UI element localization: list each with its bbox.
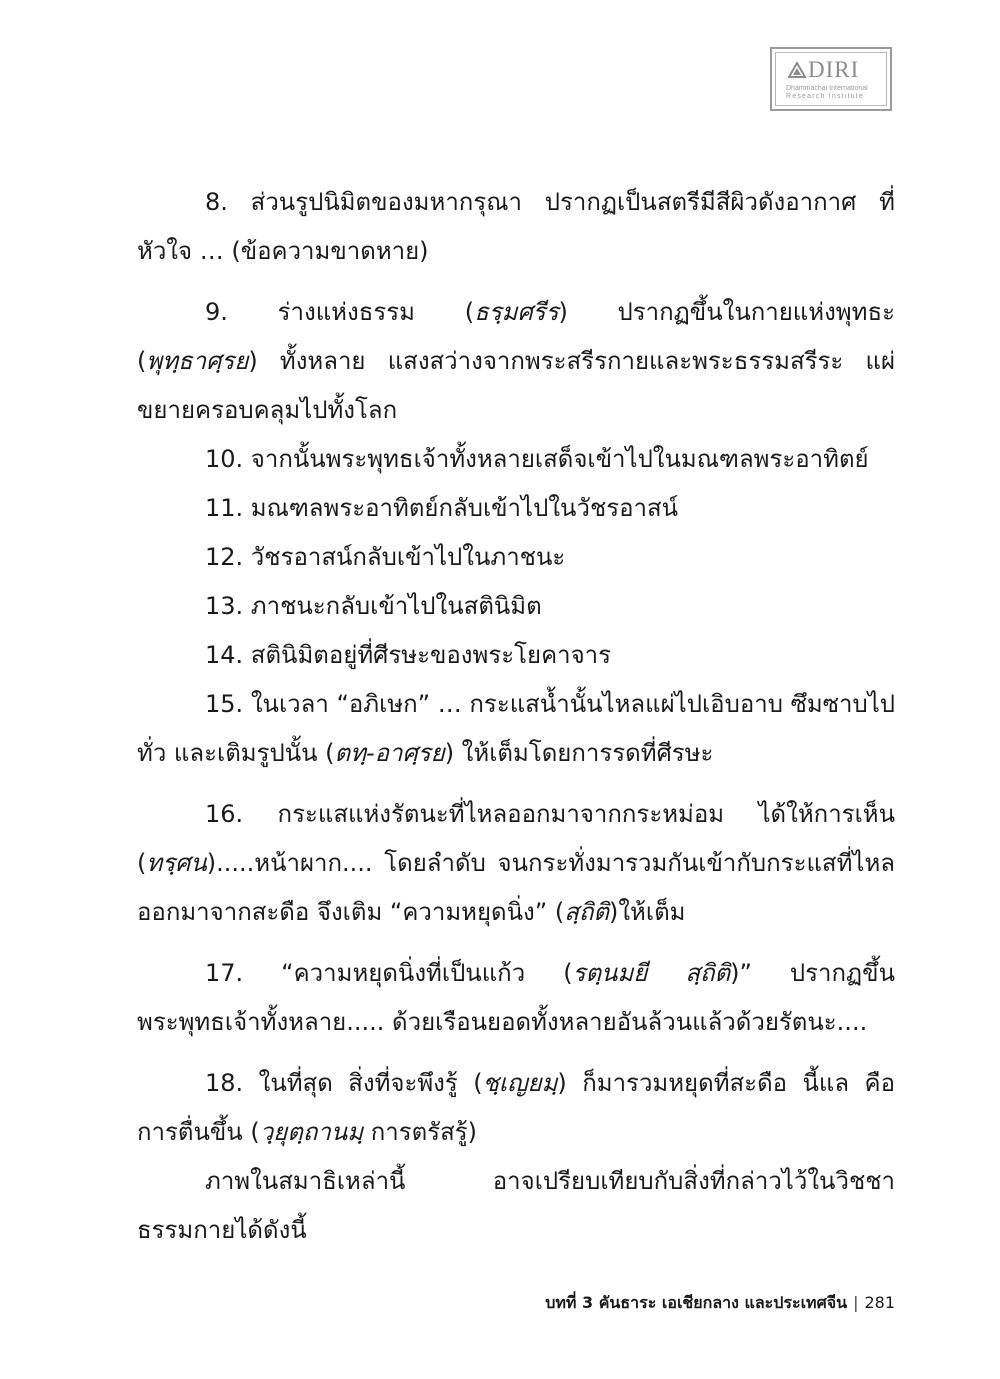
paragraph-17: 17. “ความหยุดนิ่งที่เป็นแก้ว (รตฺนมยี สฺถิติ)” ปรากฏขึ้น พระพุทธเจ้าทั้งหลาย..... ด้วยเรือนยอดทั้งหลายอันล้วนแล้วด้วยรัตนะ.... (137, 959, 895, 1036)
footer-separator: | (853, 1293, 859, 1312)
paragraph-8: 8. ส่วนรูปนิมิตของมหากรุณา ปรากฏเป็นสตรีมีสีผิวดังอากาศ ที่หัวใจ … (ข้อความขาดหาย) (137, 188, 895, 265)
page-body (137, 178, 895, 1255)
paragraph-10: 10. จากนั้นพระพุทธเจ้าทั้งหลายเสด็จเข้าไปในมณฑลพระอาทิตย์ (205, 445, 869, 473)
logo-subtitle-line1: Dhammachai International (786, 85, 868, 92)
pali-term: ตทฺ-อาศฺรย (334, 739, 445, 767)
paragraph-13: 13. ภาชนะกลับเข้าไปในสตินิมิต (205, 592, 542, 620)
pali-term: ทรฺศน (146, 849, 207, 877)
pali-term: ชฺเญยมฺ (482, 1069, 558, 1097)
paragraph-15: 15. ในเวลา “อภิเษก” … กระแสน้ำนั้นไหลแผ่ไปเอิบอาบ ซึมซาบไปทั่ว และเติมรูปนั้น (ตทฺ-อาศฺรย) ให้เต็มโดยการรดที่ศีรษะ (137, 690, 895, 767)
paragraph-11: 11. มณฑลพระอาทิตย์กลับเข้าไปในวัชรอาสน์ (205, 494, 679, 522)
paragraph-14: 14. สตินิมิตอยู่ที่ศีรษะของพระโยคาจาร (205, 641, 612, 669)
chapter-title: บทที่ 3 คันธาระ เอเชียกลาง และประเทศจีน (545, 1293, 848, 1312)
logo-wordmark: DIRI (808, 57, 860, 82)
logo-subtitle-line2: Research Institute (786, 93, 865, 100)
pali-term: ธรฺมศรีร (474, 298, 559, 326)
paragraph-16: 16. กระแสแห่งรัตนะที่ไหลออกมาจากกระหม่อม ได้ให้การเห็น (ทรฺศน).....หน้าผาก.... โดยลำดับ จนกระทั่งมารวมกันเข้ากับกระแสที่ไหลออกมาจากสะดือ จึงเติม “ความหยุดนิ่ง” (สฺถิติ)ให้เต็ม (137, 800, 895, 926)
pali-term: รตฺนมยี สฺถิติ (572, 959, 731, 987)
pali-term: พุทฺธาศฺรย (146, 347, 249, 375)
paragraph-closing: ภาพในสมาธิเหล่านี้ อาจเปรียบเทียบกับสิ่งที่กล่าวไว้ในวิชชาธรรมกายได้ดังนี้ (137, 1167, 895, 1244)
logo-frame (775, 52, 887, 106)
page-footer (380, 1291, 895, 1315)
triangle-logo-icon (788, 62, 806, 78)
paragraph-9: 9. ร่างแห่งธรรม (ธรฺมศรีร) ปรากฏขึ้นในกายแห่งพุทธะ (พุทฺธาศฺรย) ทั้งหลาย แสงสว่างจากพระสรีรกายและพระธรรมสรีระ แผ่ขยายครอบคลุมไปทั้งโลก (137, 298, 895, 424)
pali-term: สฺถิติ (564, 898, 609, 926)
paragraph-18: 18. ในที่สุด สิ่งที่จะพึงรู้ (ชฺเญยมฺ) ก็มารวมหยุดที่สะดือ นี้แล คือ การตื่นขึ้น (วฺยุตฺถานมฺ การตรัสรู้) (137, 1069, 895, 1146)
page-number: 281 (864, 1293, 895, 1312)
diri-logo (770, 47, 892, 111)
pali-term: วฺยุตฺถานมฺ (259, 1118, 364, 1146)
paragraph-12: 12. วัชรอาสน์กลับเข้าไปในภาชนะ (205, 543, 566, 571)
